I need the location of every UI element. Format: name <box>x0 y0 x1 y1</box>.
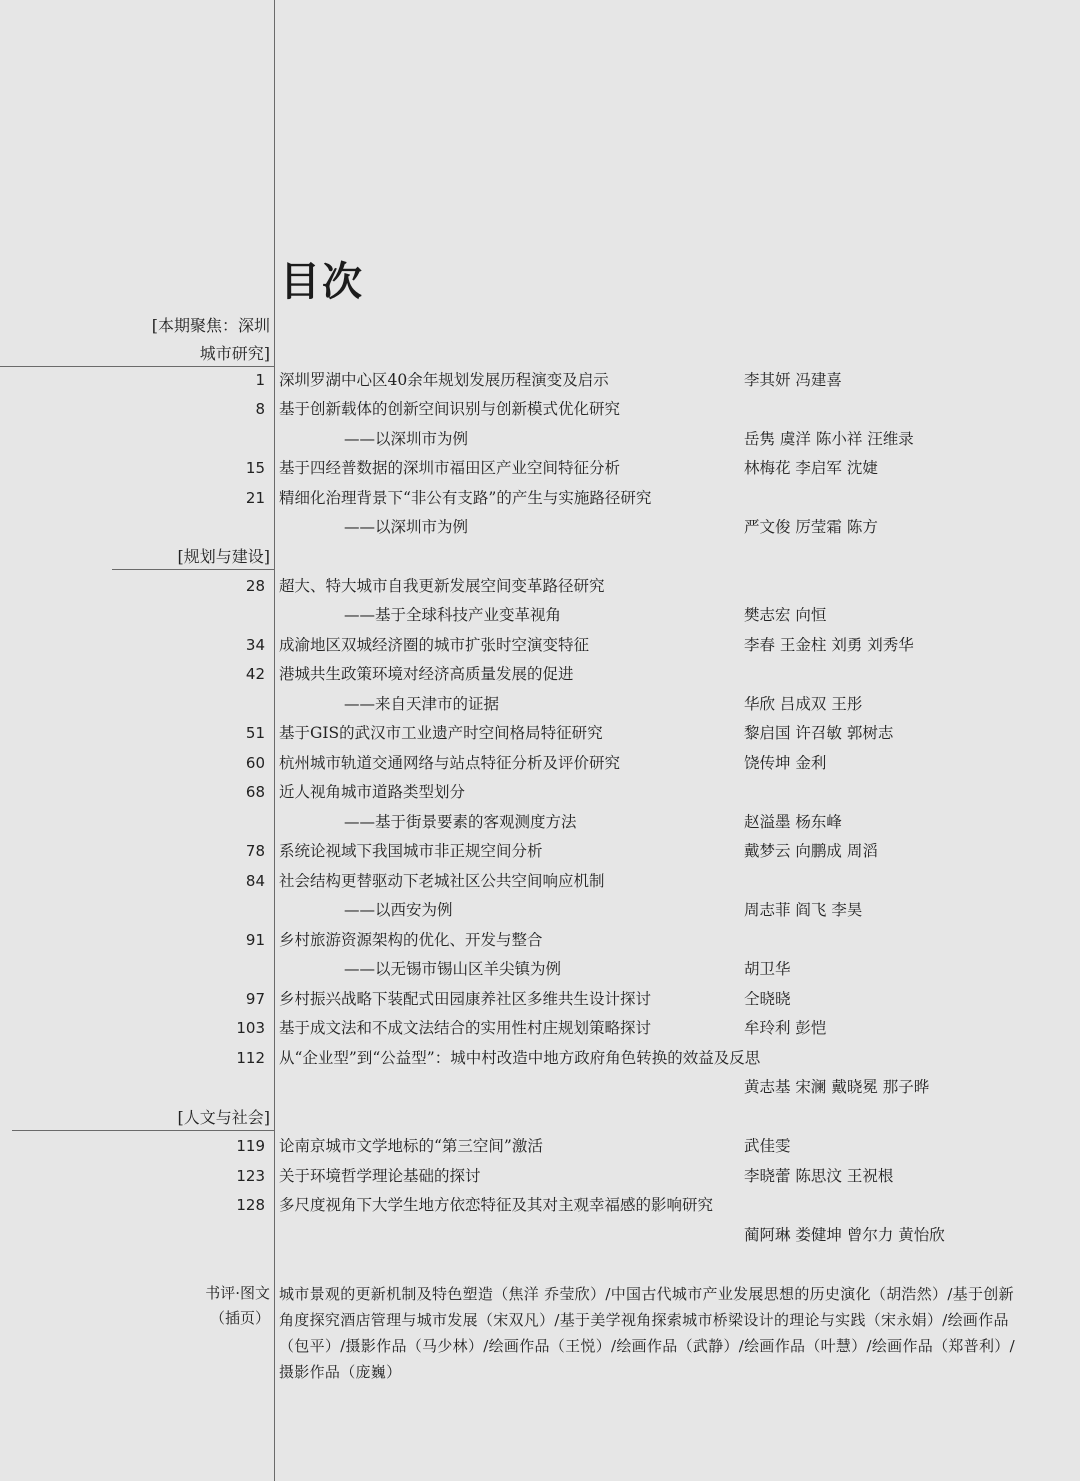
article-authors: 李其妍 冯建喜 <box>744 371 842 389</box>
article-authors: 胡卫华 <box>744 960 791 978</box>
article-subtitle: ——来自天津市的证据 <box>344 695 500 713</box>
page-number: 97 <box>245 990 265 1008</box>
page-number: 8 <box>255 400 265 418</box>
page-number: 91 <box>245 931 265 949</box>
article-title: 港城共生政策环境对经济高质量发展的促进 <box>279 665 574 683</box>
article-title: 关于环境哲学理论基础的探讨 <box>279 1167 481 1185</box>
toc-entry[interactable] <box>0 1162 1080 1191</box>
toc-entry[interactable] <box>0 837 1080 866</box>
article-authors: 武佳雯 <box>744 1137 791 1155</box>
article-authors: 黄志基 宋澜 戴晓冕 那子晔 <box>744 1078 930 1096</box>
page-number: 78 <box>245 842 265 860</box>
page-number: 28 <box>245 577 265 595</box>
toc-entry-continuation <box>0 955 1080 984</box>
toc-entry-continuation <box>0 601 1080 630</box>
article-title: 基于成文法和不成文法结合的实用性村庄规划策略探讨 <box>279 1019 652 1037</box>
article-subtitle: ——以西安为例 <box>344 901 453 919</box>
page-number: 15 <box>245 459 265 477</box>
toc-entry-continuation <box>0 808 1080 837</box>
toc-entry-continuation <box>0 690 1080 719</box>
article-authors: 樊志宏 向恒 <box>744 606 827 624</box>
article-title: 近人视角城市道路类型划分 <box>279 783 466 801</box>
toc-entry[interactable] <box>0 985 1080 1014</box>
page-number: 103 <box>236 1019 265 1037</box>
review-label-sub: （插页） <box>209 1309 270 1327</box>
toc-entry[interactable] <box>0 1191 1080 1220</box>
article-subtitle: ——以无锡市锡山区羊尖镇为例 <box>344 960 562 978</box>
article-authors: 李晓蕾 陈思汶 王祝根 <box>744 1167 894 1185</box>
section-label-humanities: [人文与社会] <box>177 1108 270 1127</box>
article-authors: 仝晓晓 <box>744 990 791 1008</box>
article-authors: 岳隽 虞洋 陈小祥 汪维录 <box>744 430 914 448</box>
toc-entry[interactable] <box>0 572 1080 601</box>
page-title: 目次 <box>280 259 364 305</box>
page-number: 84 <box>245 872 265 890</box>
article-title: 基于四经普数据的深圳市福田区产业空间特征分析 <box>279 459 621 477</box>
review-list: 城市景观的更新机制及特色塑造（焦洋 乔莹欣）/中国古代城市产业发展思想的历史演化（胡浩然）/基于创新角度探究酒店管理与城市发展（宋双凡）/基于美学视角探索城市桥梁设计的理论与实践（宋永娟）/绘画作品（包平）/摄影作品（马少林）/绘画作品（王悦）/绘画作品（武静）/绘画作品（叶慧）/绘画作品（郑普利）/摄影作品（庞巍） <box>279 1285 1015 1381</box>
article-authors: 严文俊 厉莹霜 陈方 <box>744 518 878 536</box>
toc-entry[interactable] <box>0 366 1080 395</box>
page-number: 119 <box>236 1137 265 1155</box>
toc-entry-continuation <box>0 896 1080 925</box>
article-title: 成渝地区双城经济圈的城市扩张时空演变特征 <box>279 636 590 654</box>
article-title: 社会结构更替驱动下老城社区公共空间响应机制 <box>279 872 605 890</box>
page-number: 21 <box>245 489 265 507</box>
article-title: 基于GIS的武汉市工业遗产时空间格局特征研究 <box>279 724 603 742</box>
section-rule <box>112 569 274 570</box>
article-title: 精细化治理背景下“非公有支路”的产生与实施路径研究 <box>279 489 652 507</box>
page-number: 128 <box>236 1196 265 1214</box>
review-label-main: 书评·图文 <box>205 1284 270 1302</box>
section-label-focus-line2: 城市研究] <box>199 344 270 363</box>
toc-entry[interactable] <box>0 926 1080 955</box>
toc-entry-continuation <box>0 513 1080 542</box>
article-authors: 周志菲 阎飞 李昊 <box>744 901 863 919</box>
page-number: 68 <box>245 783 265 801</box>
page-number: 123 <box>236 1167 265 1185</box>
toc-entry[interactable] <box>0 749 1080 778</box>
article-title: 乡村振兴战略下装配式田园康养社区多维共生设计探讨 <box>279 990 652 1008</box>
article-subtitle: ——以深圳市为例 <box>344 430 469 448</box>
section-label-planning: [规划与建设] <box>177 547 270 566</box>
article-subtitle: ——基于街景要素的客观测度方法 <box>344 813 577 831</box>
toc-entry-continuation <box>0 1073 1080 1102</box>
page-number: 1 <box>255 371 265 389</box>
article-authors: 华欣 吕成双 王彤 <box>744 695 863 713</box>
article-subtitle: ——基于全球科技产业变革视角 <box>344 606 562 624</box>
toc-entry[interactable] <box>0 484 1080 513</box>
article-subtitle: ——以深圳市为例 <box>344 518 469 536</box>
toc-entry[interactable] <box>0 719 1080 748</box>
article-title: 杭州城市轨道交通网络与站点特征分析及评价研究 <box>279 754 621 772</box>
article-authors: 蔺阿琳 娄健坤 曾尔力 黄怡欣 <box>744 1226 945 1244</box>
toc-entry[interactable] <box>0 1132 1080 1161</box>
toc-entry-continuation <box>0 1221 1080 1250</box>
article-title: 系统论视域下我国城市非正规空间分析 <box>279 842 543 860</box>
article-title: 基于创新载体的创新空间识别与创新模式优化研究 <box>279 400 621 418</box>
toc-entry[interactable] <box>0 395 1080 424</box>
article-title: 多尺度视角下大学生地方依恋特征及其对主观幸福感的影响研究 <box>279 1196 714 1214</box>
article-authors: 赵溢墨 杨东峰 <box>744 813 842 831</box>
article-authors: 牟玲利 彭恺 <box>744 1019 827 1037</box>
page-number: 34 <box>245 636 265 654</box>
toc-entry[interactable] <box>0 1044 1080 1073</box>
toc-entry[interactable] <box>0 660 1080 689</box>
section-rule <box>12 1130 274 1131</box>
toc-entry[interactable] <box>0 631 1080 660</box>
page-number: 51 <box>245 724 265 742</box>
toc-entry-continuation <box>0 425 1080 454</box>
section-label-focus-line1: [本期聚焦：深圳 <box>151 316 270 335</box>
article-authors: 黎启国 许召敏 郭树志 <box>744 724 894 742</box>
article-authors: 饶传坤 金利 <box>744 754 827 772</box>
article-title: 乡村旅游资源架构的优化、开发与整合 <box>279 931 543 949</box>
page-number: 60 <box>245 754 265 772</box>
article-title: 深圳罗湖中心区40余年规划发展历程演变及启示 <box>279 371 609 389</box>
article-authors: 林梅花 李启军 沈婕 <box>744 459 878 477</box>
article-title: 超大、特大城市自我更新发展空间变革路径研究 <box>279 577 605 595</box>
toc-entry[interactable] <box>0 1014 1080 1043</box>
toc-entry[interactable] <box>0 454 1080 483</box>
page-number: 112 <box>236 1049 265 1067</box>
toc-entry[interactable] <box>0 867 1080 896</box>
article-title: 论南京城市文学地标的“第三空间”激活 <box>279 1137 543 1155</box>
article-authors: 李春 王金柱 刘勇 刘秀华 <box>744 636 914 654</box>
page-number: 42 <box>245 665 265 683</box>
toc-entry[interactable] <box>0 778 1080 807</box>
article-authors: 戴梦云 向鹏成 周滔 <box>744 842 878 860</box>
review-label <box>205 1281 270 1331</box>
article-title: 从“企业型”到“公益型”：城中村改造中地方政府角色转换的效益及反思 <box>279 1049 761 1067</box>
